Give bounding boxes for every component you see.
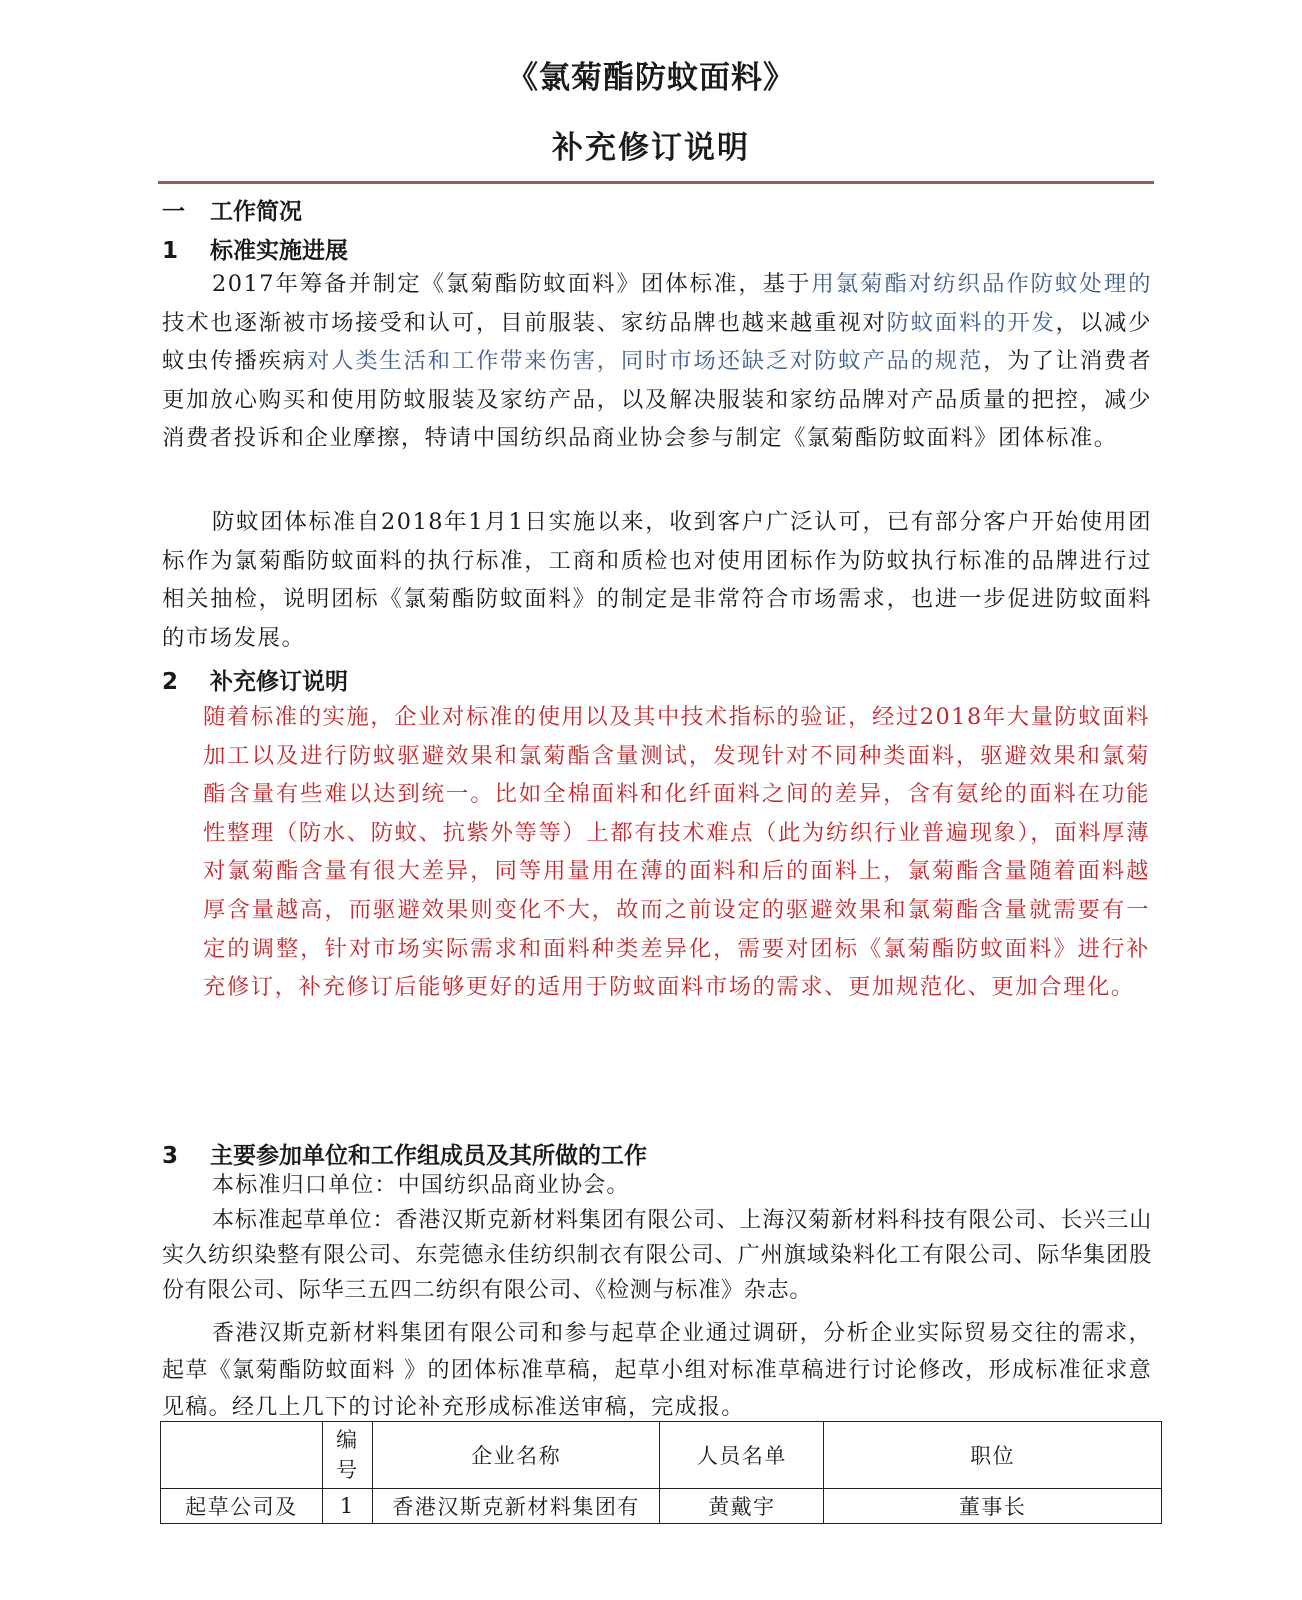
section-title: 补充修订说明 <box>210 669 348 695</box>
table-cell: 黄戴宇 <box>660 1489 824 1524</box>
table-cell: 董事长 <box>824 1489 1162 1524</box>
section-heading-participants <box>162 1137 647 1170</box>
document-subtitle: 补充修订说明 <box>552 130 750 166</box>
paragraph-revision-red: 随着标准的实施，企业对标准的使用以及其中技术指标的验证，经过2018年大量防蚊面料加工以及进行防蚊驱避效果和氯菊酯含量测试，发现针对不同种类面料，驱避效果和氯菊酯含量有些难以达到统一。比如全棉面料和化纤面料之间的差异，含有氨纶的面料在功能性整理（防水、防蚊、抗紫外等等）上都有技术难点（此为纺织行业普遍现象），面料厚薄对氯菊酯含量有很大差异，同等用量用在薄的面料和后的面料上，氯菊酯含量随着面料越厚含量越高，而驱避效果则变化不大，故而之前设定的驱避效果和氯菊酯含量就需要有一定的调整，针对市场实际需求和面料种类差异化，需要对团标《氯菊酯防蚊面料》进行补充修订，补充修订后能够更好的适用于防蚊面料市场的需求、更加规范化、更加合理化。 <box>203 704 1150 1001</box>
paragraph-adoption: 防蚊团体标准自2018年1月1日实施以来，收到客户广泛认可，已有部分客户开始使用团标作为氯菊酯防蚊面料的执行标准，工商和质检也对使用团标作为防蚊执行标准的品牌进行过相关抽检，说明团标《氯菊酯防蚊面料》的制定是非常符合市场需求，也进一步促进防蚊面料的市场发展。 <box>162 509 1152 651</box>
table-row <box>161 1489 1162 1524</box>
section-number: 2 <box>162 669 179 695</box>
paragraph-implementation <box>162 265 1152 458</box>
section-heading-work-overview <box>162 193 302 226</box>
document-title: 《氯菊酯防蚊面料》 <box>507 60 795 96</box>
text-run: ，为了让消费者更加放心购买和使用防蚊服装及家纺产品，以及解决服装和家纺品牌对产品质量的把控，减少消费者投诉和企业摩擦，特请中国纺织品商业协会参与制定《氯菊酯防蚊面料》团体标准。 <box>162 348 1153 452</box>
text-run: 技术也逐渐被市场接受和认可，目前服装、家纺品牌也越来越重视对 <box>162 309 887 336</box>
table-cell: 1 <box>322 1489 372 1524</box>
section-title: 标准实施进展 <box>210 238 348 264</box>
text-run: 2017年筹备并制定《氯菊酯防蚊面料》团体标准，基于 <box>212 271 812 297</box>
text-run: ，以减少蚊虫传播疾病 <box>162 309 1153 375</box>
paragraph-drafting-process: 香港汉斯克新材料集团有限公司和参与起草企业通过调研，分析企业实际贸易交往的需求，起草《氯菊酯防蚊面料 》的团体标准草稿，起草小组对标准草稿进行讨论修改，形成标准征求意见稿。经几上几下的讨论补充形成标准送审稿，完成报。 <box>162 1321 1152 1420</box>
table-header-cell <box>161 1422 323 1489</box>
text-run-highlight: 对人类生活和工作带来伤害，同时市场还缺乏对防蚊产品的规范 <box>306 348 984 375</box>
table-header-number: 编号 <box>336 1428 359 1482</box>
section-number: 1 <box>162 238 179 264</box>
section-number: 一 <box>162 199 185 225</box>
section-heading-implementation <box>162 232 348 265</box>
section-number: 3 <box>162 1143 179 1169</box>
table-header-cell: 职位 <box>824 1422 1162 1489</box>
table-header-cell: 人员名单 <box>660 1422 824 1489</box>
table-header-cell: 企业名称 <box>372 1422 660 1489</box>
participants-table <box>160 1421 1162 1524</box>
section-title: 工作简况 <box>210 199 302 225</box>
section-title: 主要参加单位和工作组成员及其所做的工作 <box>210 1143 647 1169</box>
table-cell: 香港汉斯克新材料集团有 <box>372 1489 660 1524</box>
table-header-row <box>161 1422 1162 1489</box>
section-heading-revision <box>162 663 348 696</box>
text-run-highlight: 用氯菊酯对纺织品作防蚊处理的 <box>811 271 1153 297</box>
text-run-highlight: 防蚊面料的开发 <box>886 309 1056 336</box>
paragraph-responsible-unit: 本标准归口单位：中国纺织品商业协会。 <box>212 1173 630 1198</box>
table-header-cell <box>322 1422 372 1489</box>
table-cell: 起草公司及 <box>161 1489 323 1524</box>
title-divider <box>158 181 1154 184</box>
paragraph-drafting-units: 本标准起草单位：香港汉斯克新材料集团有限公司、上海汉菊新材料科技有限公司、长兴三山实久纺织染整有限公司、东莞德永佳纺织制衣有限公司、广州旗域染料化工有限公司、际华集团股份有限公司、际华三五四二纺织有限公司、《检测与标准》杂志。 <box>162 1208 1152 1303</box>
